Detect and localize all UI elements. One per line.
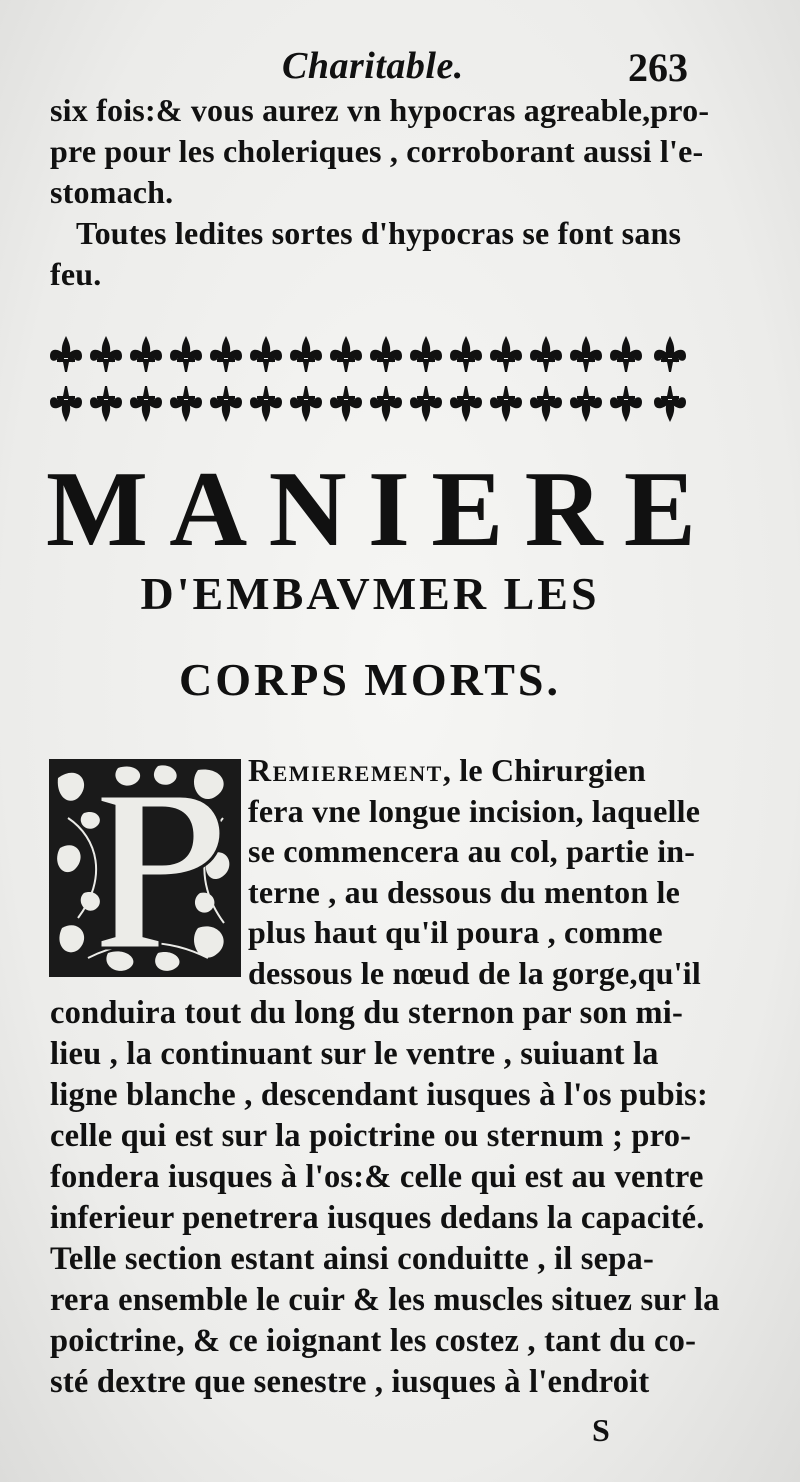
chapter-title-line-3: CORPS MORTS. bbox=[179, 654, 561, 705]
first-word-small-caps: Remierement bbox=[248, 752, 443, 788]
text-line: ligne blanche , descendant iusques à l'os pubis: bbox=[50, 1077, 708, 1113]
text-line: fondera iusques à l'os:& celle qui est au ventre bbox=[50, 1159, 704, 1195]
page-header bbox=[0, 44, 800, 94]
text-line: se commencera au col, partie in- bbox=[248, 833, 696, 869]
title-letter: N bbox=[268, 450, 347, 569]
text-line: fera vne longue incision, laquelle bbox=[248, 792, 701, 829]
text-line: plus haut qu'il poura , comme bbox=[248, 914, 663, 950]
decorated-initial-p-icon bbox=[48, 758, 242, 978]
text-fragment: , le Chirurgien bbox=[442, 752, 646, 788]
chapter-title-line-1 bbox=[46, 450, 696, 569]
previous-recipe-text bbox=[50, 90, 710, 295]
text-line: sté dextre que senestre , iusques à l'endroit bbox=[50, 1364, 650, 1400]
running-head: Charitable. bbox=[282, 45, 464, 87]
text-line: Telle section estant ainsi conduitte , il sepa- bbox=[50, 1241, 655, 1277]
title-letter: R bbox=[524, 450, 603, 569]
fleur-de-lis-border-icon bbox=[48, 330, 692, 430]
drop-cap-letter: P bbox=[48, 758, 49, 759]
text-line: Toutes ledites sortes d'hypocras se font sans bbox=[76, 215, 682, 251]
signature-mark: S bbox=[592, 1412, 610, 1448]
title-letter: E bbox=[431, 450, 504, 569]
text-line: feu. bbox=[50, 256, 102, 292]
paragraph-continuation bbox=[50, 993, 720, 1403]
text-line: poictrine, & ce ioignant les costez , tant du co- bbox=[50, 1323, 697, 1359]
text-line: pre pour les choleriques , corroborant aussi l'e- bbox=[50, 133, 704, 169]
text-line bbox=[248, 750, 708, 791]
text-line: lieu , la continuant sur le ventre , suiuant la bbox=[50, 1036, 659, 1072]
title-letter: M bbox=[46, 450, 148, 569]
text-line: conduira tout du long du sternon par son mi- bbox=[50, 995, 684, 1031]
page-number: 263 bbox=[628, 45, 688, 90]
text-line: dessous le nœud de la gorge,qu'il bbox=[248, 954, 701, 991]
text-line: inferieur penetrera iusques dedans la capacité. bbox=[50, 1200, 705, 1236]
text-line: six fois:& vous aurez vn hypocras agreable,pro- bbox=[50, 92, 710, 128]
text-line: rera ensemble le cuir & les muscles situez sur la bbox=[50, 1282, 720, 1318]
title-letter: I bbox=[367, 450, 410, 569]
first-paragraph-beside-initial bbox=[248, 750, 708, 993]
text-line: terne , au dessous du menton le bbox=[248, 873, 681, 910]
title-letter: E bbox=[623, 450, 696, 569]
title-letter: A bbox=[169, 450, 248, 569]
text-line: celle qui est sur la poictrine ou sternum ; pro- bbox=[50, 1118, 692, 1154]
text-line: stomach. bbox=[50, 174, 174, 210]
chapter-title-line-2: D'EMBAVMER LES bbox=[140, 568, 600, 619]
